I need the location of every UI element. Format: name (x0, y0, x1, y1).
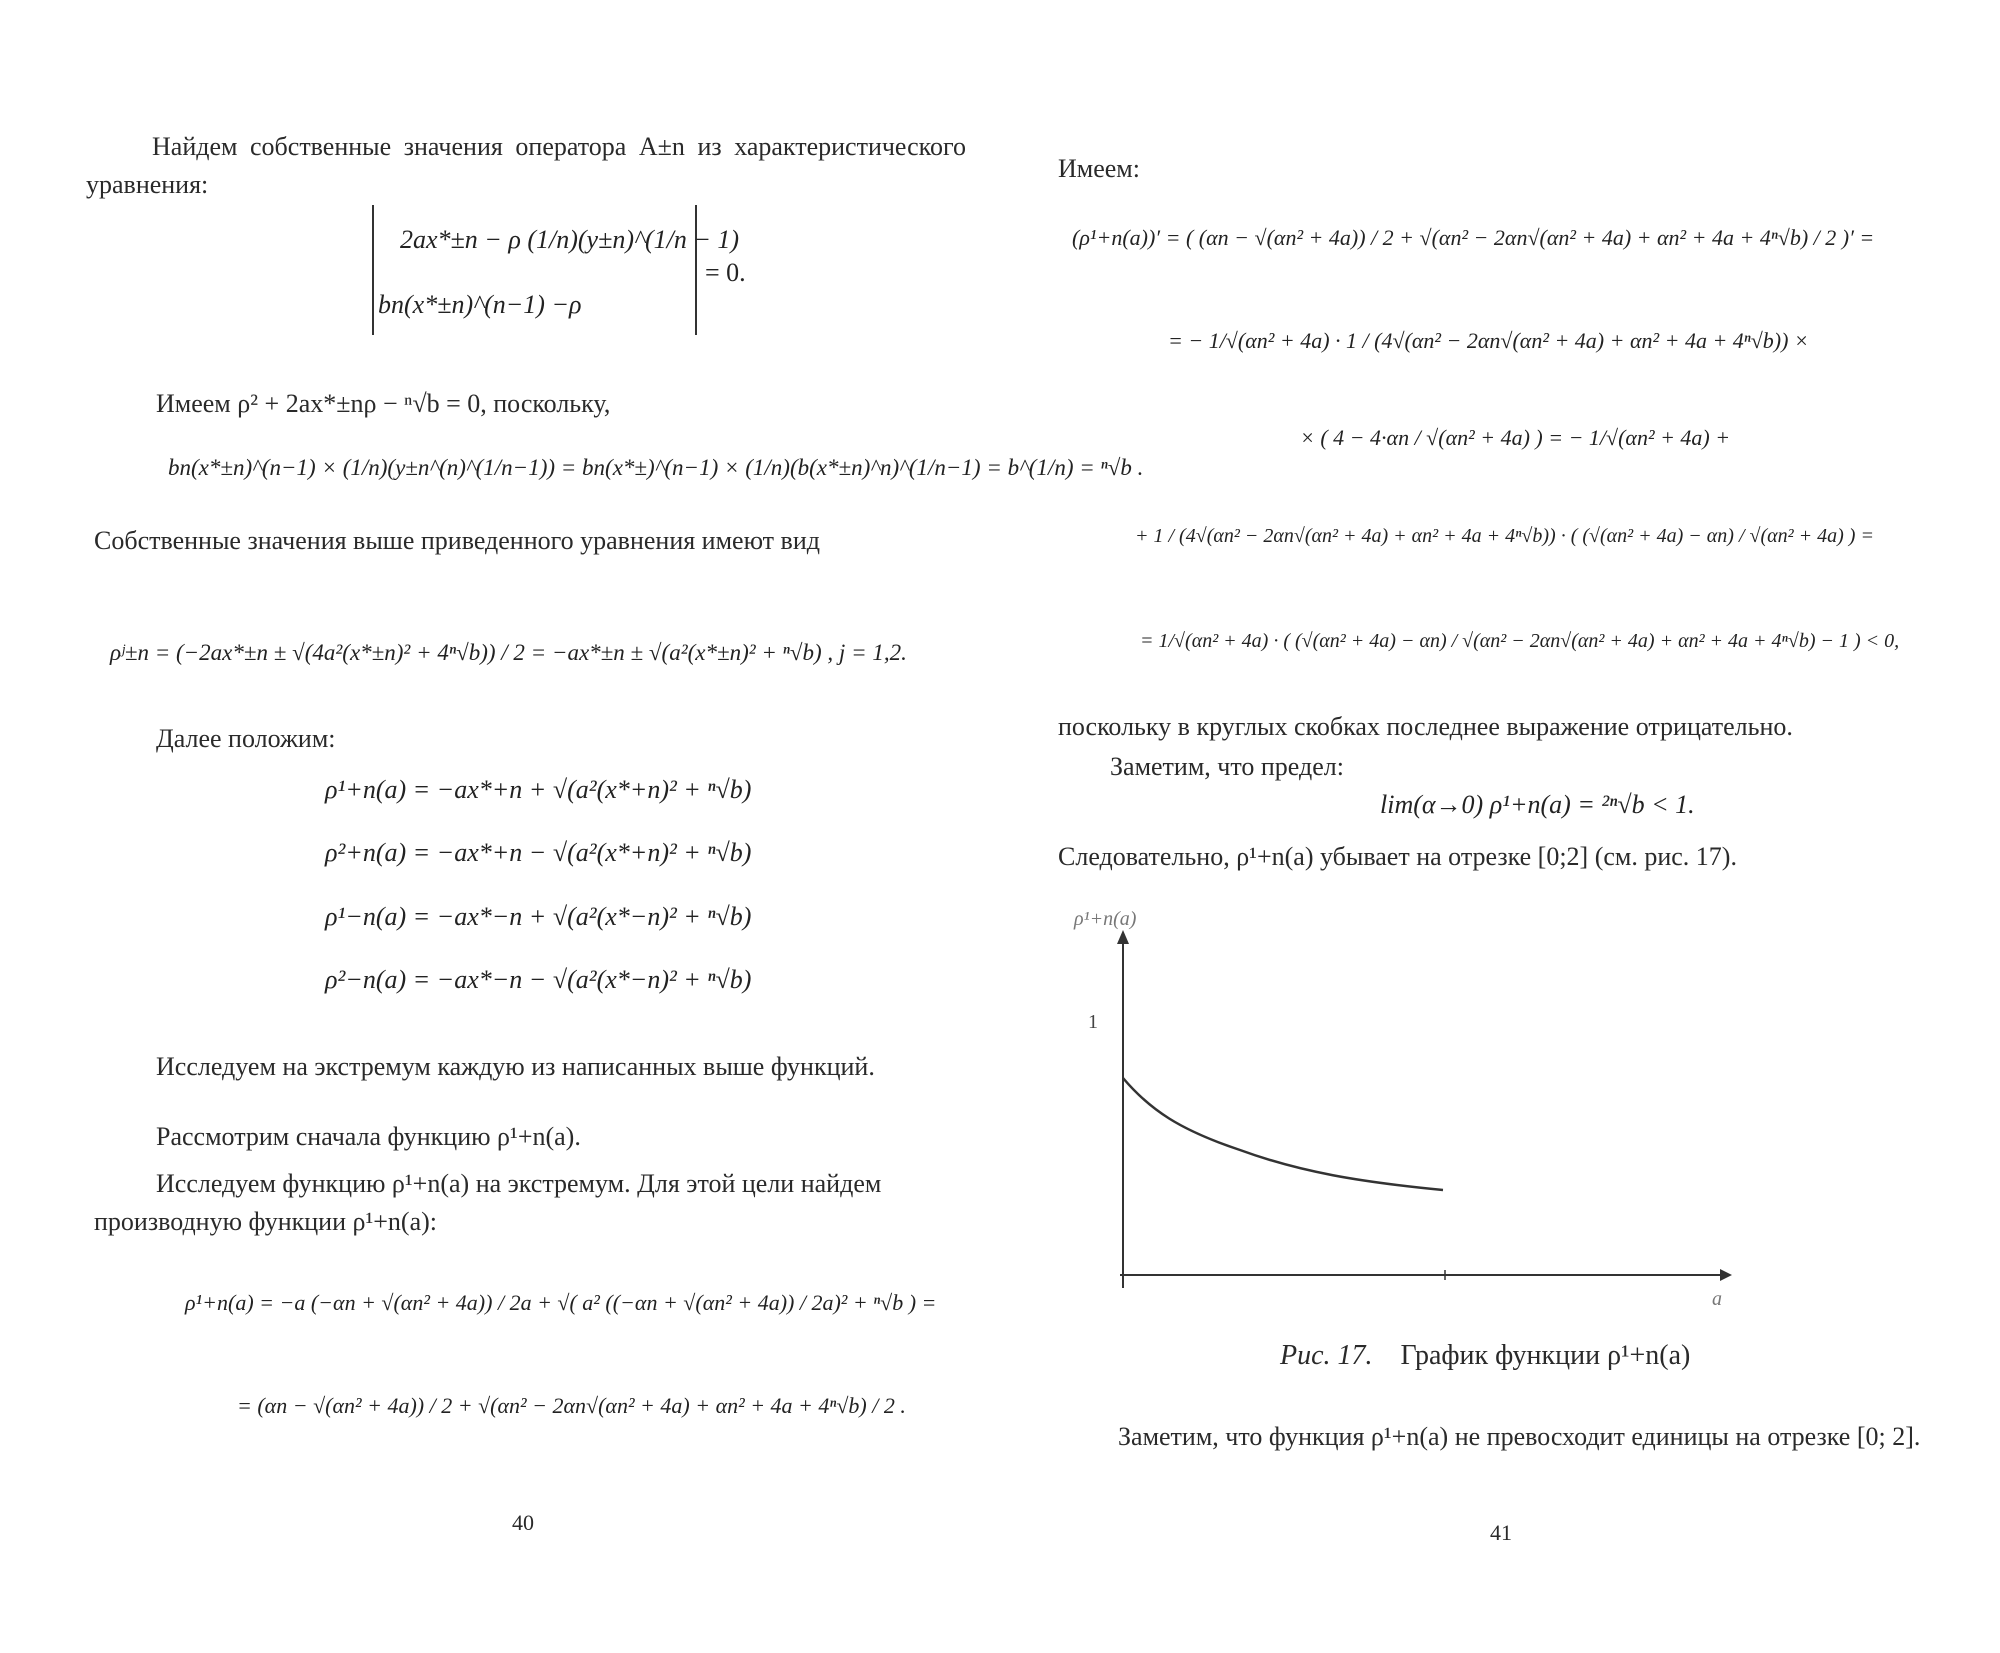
determinant-row-2: bn(x*±n)^(n−1) −ρ (378, 290, 582, 319)
paragraph-eigenvalues-form: Собственные значения выше приведенного уравнения имеют вид (94, 526, 820, 555)
definition-rho2-plus: ρ²+n(a) = −ax*+n − √(a²(x*+n)² + ⁿ√b) (325, 838, 752, 867)
paragraph-we-have: Имеем ρ² + 2ax*±nρ − ⁿ√b = 0, поскольку, (156, 389, 611, 418)
limit-equation: lim(α→0) ρ¹+n(a) = ²ⁿ√b < 1. (1380, 790, 1695, 819)
eigenvalue-equation: ρʲ±n = (−2ax*±n ± √(4a²(x*±n)² + 4ⁿ√b)) / 2 = −ax*±n ± √(a²(x*±n)² + ⁿ√b) , j = 1,2. (110, 640, 907, 665)
definition-rho2-minus: ρ²−n(a) = −ax*−n − √(a²(x*−n)² + ⁿ√b) (325, 965, 752, 994)
function-curve (1123, 1078, 1443, 1190)
derivative-line-5: = 1/√(αn² + 4a) · ( (√(αn² + 4a) − αn) / √(αn² − 2αn√(αn² + 4a) + αn² + 4a + 4ⁿ√b) − 1 ) < 0, (1140, 630, 1900, 652)
derivative-line-4: + 1 / (4√(αn² − 2αn√(αn² + 4a) + αn² + 4a + 4ⁿ√b)) · ( (√(αn² + 4a) − αn) / √(αn² + 4a) ) = (1135, 525, 1874, 547)
right-page (1000, 0, 2000, 1653)
paragraph-not-exceed-one: Заметим, что функция ρ¹+n(a) не превосходит единицы на отрезке [0; 2]. (1118, 1422, 1921, 1451)
paragraph-eigenvalues-intro: Найдем собственные значения оператора A±n из характеристического уравнения: (86, 132, 966, 199)
derivative-line-1: (ρ¹+n(a))′ = ( (αn − √(αn² + 4a)) / 2 + √(αn² − 2αn√(αn² + 4a) + αn² + 4a + 4ⁿ√b) / 2 )′ = (1072, 225, 1875, 250)
paragraph-derivative-intro: Исследуем функцию ρ¹+n(a) на экстремум. Для этой цели найдем производную функции ρ¹+n(a): (94, 1169, 882, 1236)
determinant-left-bar (372, 205, 374, 335)
paragraph-consider-first: Рассмотрим сначала функцию ρ¹+n(a). (156, 1122, 581, 1151)
rho-expression-line-2: = (αn − √(αn² + 4a)) / 2 + √(αn² − 2αn√(αn² + 4a) + αn² + 4a + 4ⁿ√b) / 2 . (237, 1393, 906, 1418)
figure-caption (1280, 1340, 1690, 1372)
paragraph-note-limit: Заметим, что предел: (1110, 752, 1344, 781)
determinant-row-1: 2ax*±n − ρ (1/n)(y±n)^(1/n − 1) (400, 225, 740, 254)
paragraph-negative-expression: поскольку в круглых скобках последнее выражение отрицательно. (1058, 712, 1793, 741)
page-number-left: 40 (512, 1510, 534, 1535)
derivative-line-2: = − 1/√(αn² + 4a) · 1 / (4√(αn² − 2αn√(αn² + 4a) + αn² + 4a + 4ⁿ√b)) × (1168, 328, 1809, 353)
x-axis-arrow (1720, 1269, 1732, 1281)
identity-equation: bn(x*±n)^(n−1) × (1/n)(y±n^(n)^(1/n−1)) = bn(x*±)^(n−1) × (1/n)(b(x*±n)^n)^(1/n−1) = b^(1/n) = ⁿ√b . (168, 455, 1144, 480)
paragraph-we-have-right: Имеем: (1058, 154, 1140, 183)
derivative-line-3: × ( 4 − 4·αn / √(αn² + 4a) ) = − 1/√(αn² + 4a) + (1300, 425, 1731, 450)
figure-caption-text: График функции ρ¹+n(a) (1400, 1340, 1691, 1371)
definition-rho1-minus: ρ¹−n(a) = −ax*−n + √(a²(x*−n)² + ⁿ√b) (325, 902, 752, 931)
determinant-rhs: = 0. (705, 258, 746, 287)
rho-expression-line-1: ρ¹+n(a) = −a (−αn + √(αn² + 4a)) / 2a + √( a² ((−αn + √(αn² + 4a)) / 2a)² + ⁿ√b ) = (185, 1290, 937, 1315)
y-tick-label: 1 (1088, 1011, 1098, 1033)
y-axis-label: ρ¹+n(a) (1074, 908, 1137, 930)
page-number-right: 41 (1490, 1520, 1512, 1545)
paragraph-decreasing: Следовательно, ρ¹+n(a) убывает на отрезке [0;2] (см. рис. 17). (1058, 842, 1737, 871)
figure-17-graph (1060, 900, 1740, 1340)
paragraph-next: Далее положим: (156, 724, 336, 753)
y-axis-arrow (1117, 930, 1129, 944)
x-axis-label: a (1712, 1288, 1722, 1310)
paragraph-investigate-extremum: Исследуем на экстремум каждую из написанных выше функций. (156, 1052, 875, 1081)
definition-rho1-plus: ρ¹+n(a) = −ax*+n + √(a²(x*+n)² + ⁿ√b) (325, 775, 752, 804)
figure-caption-number: Рис. 17. (1280, 1340, 1373, 1371)
